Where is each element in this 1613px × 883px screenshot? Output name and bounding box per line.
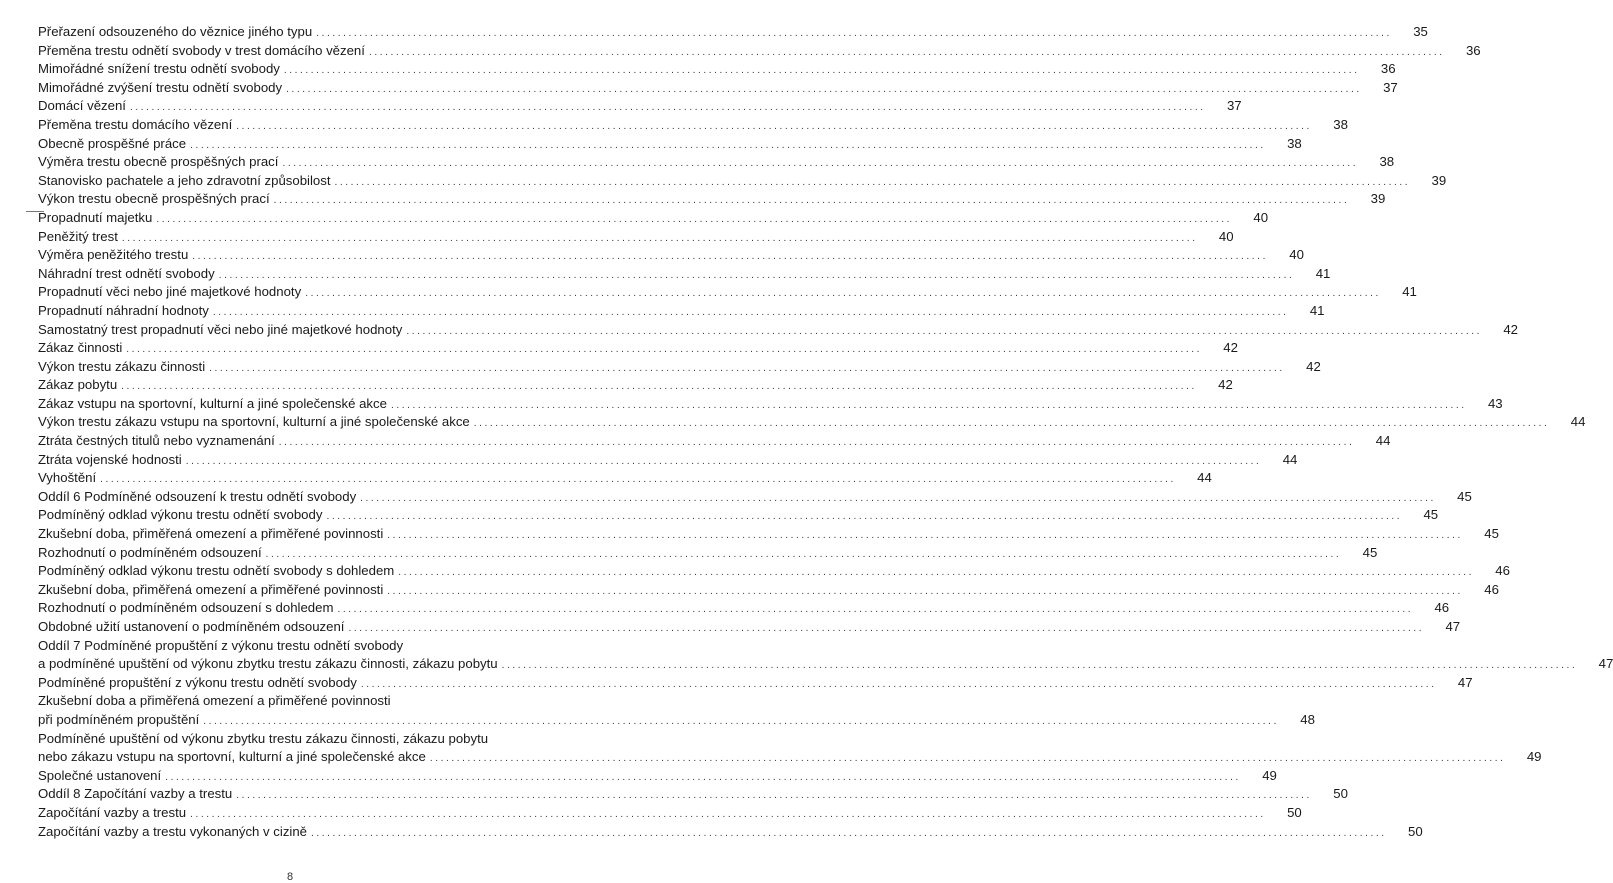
toc-entry-page: 41: [1309, 302, 1325, 318]
toc-entry-page: 44: [1375, 433, 1391, 449]
toc-entry: [38, 804, 1302, 823]
toc-entry: [38, 767, 1277, 786]
toc-entry-title: Podmíněné upuštění od výkonu zbytku trestu zákazu činnosti, zákazu pobytu: [38, 730, 489, 746]
toc-entry: [38, 730, 578, 749]
toc-entry: [38, 60, 1396, 79]
toc-entry: [38, 23, 1428, 42]
dot-leader: ........................................................................................................................................................................................................: [406, 325, 1483, 337]
toc-entry-page: 36: [1380, 61, 1396, 77]
dot-leader: ........................................................................................................................................................................................................: [283, 65, 1360, 77]
toc-entry-title: Výměra peněžitého trestu: [38, 247, 189, 263]
toc-entry: [38, 488, 1472, 507]
table-of-contents: [38, 23, 1613, 841]
toc-entry-page: 35: [1413, 24, 1428, 39]
toc-entry: [38, 265, 1331, 284]
toc-entry: [38, 544, 1378, 563]
toc-entry: [38, 246, 1304, 265]
dot-leader: ........................................................................................................................................................................................................: [156, 213, 1233, 225]
dot-leader: ........................................................................................................................................................................................................: [121, 232, 1198, 244]
dot-leader: ........................................................................................................................................................................................................: [209, 362, 1285, 374]
toc-entry-title: Zákaz vstupu na sportovní, kulturní a jiné společenské akce: [38, 395, 387, 411]
dot-leader: ........................................................................................................................................................................................................: [387, 530, 1463, 542]
toc-entry: [38, 172, 1447, 191]
toc-entry-page: 47: [1598, 656, 1613, 672]
dot-leader: ........................................................................................................................................................................................................: [390, 399, 1467, 411]
toc-entry: [38, 525, 1499, 544]
toc-entry: [38, 469, 1212, 488]
toc-entry-page: 36: [1465, 42, 1481, 58]
dot-leader: ........................................................................................................................................................................................................: [334, 176, 1411, 188]
toc-entry-page: 40: [1289, 247, 1304, 263]
toc-entry: [38, 599, 1450, 618]
toc-entry-title: Podmíněné propuštění z výkonu trestu odnětí svobody: [38, 674, 357, 690]
toc-entry: [38, 339, 1238, 358]
toc-entry: [38, 823, 1423, 842]
dot-leader: ........................................................................................................................................................................................................: [236, 790, 1312, 802]
toc-entry-page: 44: [1197, 470, 1212, 486]
dot-leader: ........................................................................................................................................................................................................: [311, 827, 1387, 839]
toc-entry-page: 45: [1423, 507, 1439, 523]
toc-entry: [38, 283, 1417, 302]
toc-entry-page: 47: [1445, 619, 1461, 634]
dot-leader: ........................................................................................................................................................................................................: [129, 102, 1206, 114]
dot-leader: ........................................................................................................................................................................................................: [190, 139, 1266, 151]
toc-entry: [38, 506, 1439, 525]
toc-entry-page: 40: [1218, 228, 1234, 244]
toc-entry: [38, 618, 1461, 637]
toc-entry-title: Obdobné užití ustanovení o podmíněném odsouzení: [38, 619, 345, 634]
dot-leader: ........................................................................................................................................................................................................: [360, 678, 1437, 690]
toc-entry-page: 46: [1495, 563, 1510, 579]
toc-entry-page: 41: [1315, 265, 1331, 281]
toc-entry-title: Výkon trestu obecně prospěšných prací: [38, 191, 270, 207]
toc-entry-title: Započítání vazby a trestu vykonaných v cizině: [38, 823, 308, 839]
dot-leader: ........................................................................................................................................................................................................: [326, 511, 1403, 523]
toc-entry-title: Výměra trestu obecně prospěšných prací: [38, 154, 279, 170]
dot-leader: ........................................................................................................................................................................................................: [282, 158, 1359, 170]
toc-entry-title: Propadnutí majetku: [38, 209, 153, 225]
dot-leader: ........................................................................................................................................................................................................: [126, 344, 1202, 356]
toc-entry-page: 45: [1457, 488, 1472, 504]
dot-leader: ........................................................................................................................................................................................................: [368, 46, 1445, 58]
toc-entry-title: Podmíněný odklad výkonu trestu odnětí svobody: [38, 507, 323, 523]
dot-leader: ........................................................................................................................................................................................................: [203, 715, 1279, 727]
dot-leader: ........................................................................................................................................................................................................: [212, 306, 1289, 318]
toc-entry-title: Výkon trestu zákazu činnosti: [38, 358, 206, 374]
toc-entry: [38, 135, 1302, 154]
toc-entry: [38, 451, 1298, 470]
dot-leader: ........................................................................................................................................................................................................: [429, 753, 1506, 765]
toc-entry-title: Mimořádné zvýšení trestu odnětí svobody: [38, 79, 283, 95]
toc-entry: [38, 153, 1395, 172]
toc-entry-title: Vyhoštění: [38, 470, 97, 486]
toc-entry-title: Přeměna trestu domácího vězení: [38, 116, 233, 132]
toc-entry-title: Peněžitý trest: [38, 228, 118, 244]
toc-entry: [38, 321, 1519, 340]
toc-entry: [38, 190, 1386, 209]
dot-leader: ........................................................................................................................................................................................................: [236, 120, 1312, 132]
toc-entry: [38, 413, 1586, 432]
dot-leader: ........................................................................................................................................................................................................: [190, 808, 1266, 820]
toc-entry: [38, 674, 1473, 693]
toc-entry-title: Zákaz pobytu: [38, 377, 118, 393]
toc-entry-title: Společné ustanovení: [38, 767, 162, 783]
dot-leader: ........................................................................................................................................................................................................: [398, 567, 1474, 579]
toc-entry: [38, 209, 1269, 228]
toc-entry: [38, 432, 1391, 451]
toc-entry-page: 38: [1379, 154, 1395, 170]
dot-leader: ........................................................................................................................................................................................................: [185, 455, 1262, 467]
toc-entry-page: 42: [1223, 340, 1238, 356]
toc-entry-page: 44: [1282, 451, 1298, 467]
toc-entry: [38, 228, 1234, 247]
toc-entry-title: a podmíněné upuštění od výkonu zbytku trestu zákazu činnosti, zákazu pobytu: [38, 656, 498, 672]
toc-entry: [38, 692, 578, 711]
toc-entry-page: 39: [1370, 191, 1386, 207]
dot-leader: ........................................................................................................................................................................................................: [337, 604, 1414, 616]
toc-entry-title: při podmíněném propuštění: [38, 711, 200, 727]
toc-entry-title: Oddíl 7 Podmíněné propuštění z výkonu trestu odnětí svobody: [38, 637, 404, 653]
toc-entry: [38, 42, 1481, 61]
toc-entry: [38, 562, 1510, 581]
toc-entry-title: Náhradní trest odnětí svobody: [38, 265, 215, 281]
toc-entry-page: 40: [1253, 209, 1269, 225]
toc-entry-title: Přeměna trestu odnětí svobody v trest domácího vězení: [38, 42, 365, 58]
toc-entry-page: 44: [1570, 414, 1586, 430]
dot-leader: ........................................................................................................................................................................................................: [473, 418, 1550, 430]
toc-entry: [38, 79, 1398, 98]
toc-entry-page: 37: [1383, 79, 1398, 95]
toc-entry-title: Propadnutí věci nebo jiné majetkové hodnoty: [38, 284, 302, 300]
toc-entry-title: Oddíl 8 Započítání vazby a trestu: [38, 786, 233, 802]
toc-entry-page: 38: [1287, 135, 1302, 151]
toc-entry-title: Přeřazení odsouzeného do věznice jiného typu: [38, 24, 313, 39]
toc-entry: [38, 376, 1233, 395]
toc-entry-title: Ztráta vojenské hodnosti: [38, 451, 182, 467]
toc-entry-page: 46: [1484, 581, 1499, 597]
toc-entry-page: 41: [1402, 284, 1417, 300]
dot-leader: ........................................................................................................................................................................................................: [360, 492, 1436, 504]
toc-entry: [38, 711, 1315, 730]
toc-entry-page: 42: [1503, 321, 1519, 337]
toc-entry-page: 47: [1457, 674, 1473, 690]
toc-entry: [38, 395, 1503, 414]
toc-entry-title: nebo zákazu vstupu na sportovní, kulturní a jiné společenské akce: [38, 749, 426, 765]
dot-leader: ........................................................................................................................................................................................................: [192, 251, 1268, 263]
toc-entry-title: Zákaz činnosti: [38, 340, 123, 356]
toc-entry-title: Stanovisko pachatele a jeho zdravotní způsobilost: [38, 172, 331, 188]
toc-entry-page: 49: [1526, 749, 1542, 765]
toc-entry-title: Zkušební doba, přiměřená omezení a přiměřené povinnosti: [38, 581, 384, 597]
toc-entry-title: Rozhodnutí o podmíněném odsouzení: [38, 544, 262, 560]
toc-entry-title: Obecně prospěšné práce: [38, 135, 187, 151]
toc-entry-title: Propadnutí náhradní hodnoty: [38, 302, 209, 318]
dot-leader: ........................................................................................................................................................................................................: [286, 83, 1362, 95]
toc-entry-page: 38: [1333, 116, 1348, 132]
dot-leader: ........................................................................................................................................................................................................: [218, 269, 1295, 281]
toc-entry-page: 39: [1431, 172, 1447, 188]
toc-entry-page: 37: [1226, 98, 1242, 114]
toc-entry-title: Zkušební doba a přiměřená omezení a přiměřené povinnosti: [38, 693, 391, 709]
dot-leader: ........................................................................................................................................................................................................: [387, 585, 1463, 597]
toc-entry-page: 42: [1218, 377, 1233, 393]
toc-entry-title: Zkušební doba, přiměřená omezení a přiměřené povinnosti: [38, 526, 384, 542]
toc-entry-page: 46: [1434, 600, 1450, 616]
toc-entry-page: 49: [1262, 767, 1277, 783]
dot-leader: ........................................................................................................................................................................................................: [121, 381, 1197, 393]
dot-leader: ........................................................................................................................................................................................................: [265, 548, 1342, 560]
dot-leader: ........................................................................................................................................................................................................: [501, 660, 1578, 672]
page-number-footer: 8: [287, 871, 294, 883]
toc-entry-title: Samostatný trest propadnutí věci nebo jiné majetkové hodnoty: [38, 321, 403, 337]
toc-entry-title: Výkon trestu zákazu vstupu na sportovní, kulturní a jiné společenské akce: [38, 414, 470, 430]
toc-entry-page: 48: [1300, 711, 1315, 727]
dot-leader: ........................................................................................................................................................................................................: [305, 288, 1381, 300]
toc-entry-page: 50: [1287, 804, 1302, 820]
dot-leader: ........................................................................................................................................................................................................: [348, 623, 1425, 634]
toc-entry-title: Domácí vězení: [38, 98, 126, 114]
toc-entry-title: Podmíněný odklad výkonu trestu odnětí svobody s dohledem: [38, 563, 395, 579]
toc-entry-page: 45: [1362, 544, 1378, 560]
toc-entry-page: 45: [1484, 526, 1499, 542]
toc-entry-title: Mimořádné snížení trestu odnětí svobody: [38, 61, 280, 77]
toc-entry: [38, 748, 1542, 767]
toc-entry: [38, 116, 1348, 135]
toc-entry-title: Započítání vazby a trestu: [38, 804, 187, 820]
toc-entry: [38, 97, 1242, 116]
dot-leader: ........................................................................................................................................................................................................: [278, 437, 1355, 449]
toc-entry: [38, 581, 1499, 600]
toc-entry-title: Rozhodnutí o podmíněném odsouzení s dohledem: [38, 600, 334, 616]
dot-leader: ........................................................................................................................................................................................................: [100, 474, 1176, 486]
toc-entry-title: Ztráta čestných titulů nebo vyznamenání: [38, 433, 275, 449]
toc-entry: [38, 358, 1321, 377]
toc-entry-page: 50: [1408, 823, 1423, 839]
toc-entry: [38, 785, 1348, 804]
toc-entry-page: 42: [1306, 358, 1321, 374]
dot-leader: ........................................................................................................................................................................................................: [316, 28, 1392, 39]
dot-leader: ........................................................................................................................................................................................................: [273, 195, 1350, 207]
toc-entry-title: Oddíl 6 Podmíněné odsouzení k trestu odnětí svobody: [38, 488, 357, 504]
toc-entry: [38, 302, 1325, 321]
dot-leader: ........................................................................................................................................................................................................: [165, 771, 1241, 783]
toc-entry: [38, 655, 1613, 674]
toc-entry-page: 43: [1487, 395, 1503, 411]
toc-entry: [38, 637, 578, 656]
toc-entry-page: 50: [1333, 786, 1348, 802]
